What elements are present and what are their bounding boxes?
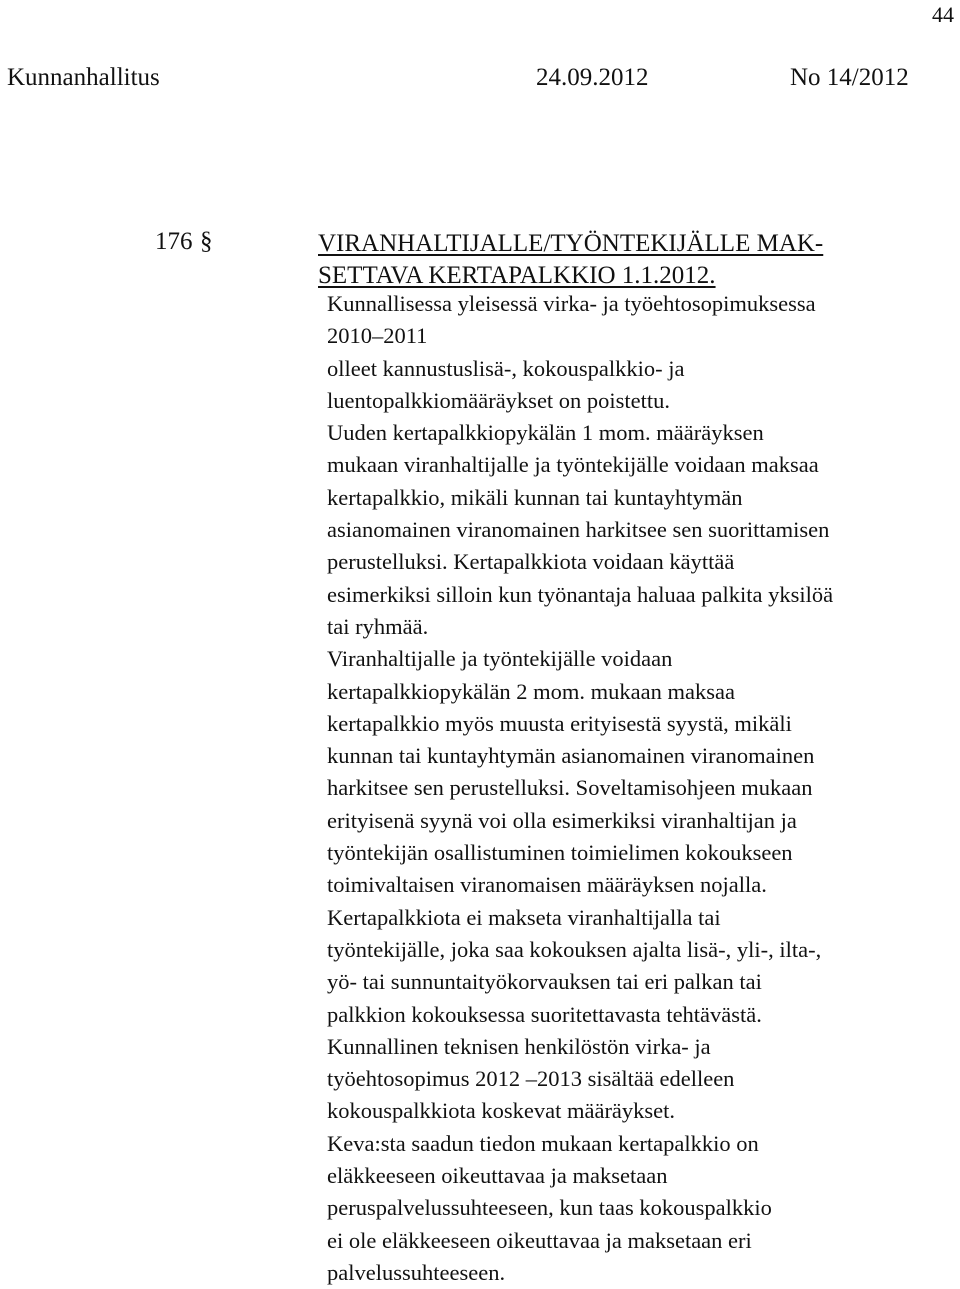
body-line: esimerkiksi silloin kun työnantaja haluaa palkita yksilöä xyxy=(327,581,834,607)
section-title-line: VIRANHALTIJALLE/TYÖNTEKIJÄLLE MAK- xyxy=(318,230,824,257)
body-line: palkkion kokouksessa suoritettavasta tehtävästä. xyxy=(327,1001,762,1027)
body-line: palvelussuhteeseen. xyxy=(327,1259,506,1285)
body-line: erityisenä syynä voi olla esimerkiksi viranhaltijan ja xyxy=(327,807,797,833)
body-line: kokouspalkkiota koskevat määräykset. xyxy=(327,1098,676,1124)
body-line: peruspalvelussuhteeseen, kun taas kokouspalkkio xyxy=(327,1195,772,1221)
body-line: harkitsee sen perustelluksi. Soveltamisohjeen mukaan xyxy=(327,775,813,801)
body-line: kertapalkkio, mikäli kunnan tai kuntayhtymän xyxy=(327,484,743,510)
page-number: 44 xyxy=(932,2,954,27)
body-line: kertapalkkiopykälän 2 mom. mukaan maksaa xyxy=(327,678,735,704)
section-body xyxy=(327,288,833,1289)
body-line: 2010–2011 xyxy=(327,323,428,349)
body-line: Keva:sta saadun tiedon mukaan kertapalkkio on xyxy=(327,1130,759,1156)
body-line: asianomainen viranomainen harkitsee sen suorittamisen xyxy=(327,517,830,543)
header-organization: Kunnanhallitus xyxy=(7,64,160,91)
body-line: tai ryhmää. xyxy=(327,613,429,639)
section-title-line: SETTAVA KERTAPALKKIO 1.1.2012. xyxy=(318,262,716,289)
body-line: kertapalkkio myös muusta erityisestä syystä, mikäli xyxy=(327,710,792,736)
body-line: yö- tai sunnuntaityökorvauksen tai eri palkan tai xyxy=(327,969,762,995)
body-line: Kunnallisessa yleisessä virka- ja työehtosopimuksessa xyxy=(327,291,816,316)
section-number: 176 xyxy=(155,228,193,255)
body-line: kunnan tai kuntayhtymän asianomainen viranomainen xyxy=(327,743,815,769)
section-title xyxy=(318,228,823,292)
body-line: luentopalkkiomääräykset on poistettu. xyxy=(327,387,671,413)
body-line: eläkkeeseen oikeuttavaa ja maksetaan xyxy=(327,1163,668,1189)
body-line: työehtosopimus 2012 –2013 sisältää edelleen xyxy=(327,1066,735,1092)
body-line: Kunnallinen teknisen henkilöstön virka- ja xyxy=(327,1033,711,1059)
body-line: Viranhaltijalle ja työntekijälle voidaan xyxy=(327,646,673,672)
body-line: Kertapalkkiota ei makseta viranhaltijalla tai xyxy=(327,904,721,930)
section-sign: § xyxy=(200,228,213,255)
body-line: ei ole eläkkeeseen oikeuttavaa ja maksetaan eri xyxy=(327,1227,752,1253)
body-line: mukaan viranhaltijalle ja työntekijälle voidaan maksaa xyxy=(327,452,819,478)
body-line: työntekijälle, joka saa kokouksen ajalta lisä-, yli-, ilta-, xyxy=(327,936,822,962)
body-line: perustelluksi. Kertapalkkiota voidaan käyttää xyxy=(327,549,735,575)
header-meeting-number: No 14/2012 xyxy=(790,64,909,91)
header-date: 24.09.2012 xyxy=(536,64,649,91)
body-line: Uuden kertapalkkiopykälän 1 mom. määräyksen xyxy=(327,420,764,446)
body-line: olleet kannustuslisä-, kokouspalkkio- ja xyxy=(327,355,685,381)
body-line: työntekijän osallistuminen toimielimen kokoukseen xyxy=(327,840,793,866)
body-line: toimivaltaisen viranomaisen määräyksen nojalla. xyxy=(327,872,767,898)
